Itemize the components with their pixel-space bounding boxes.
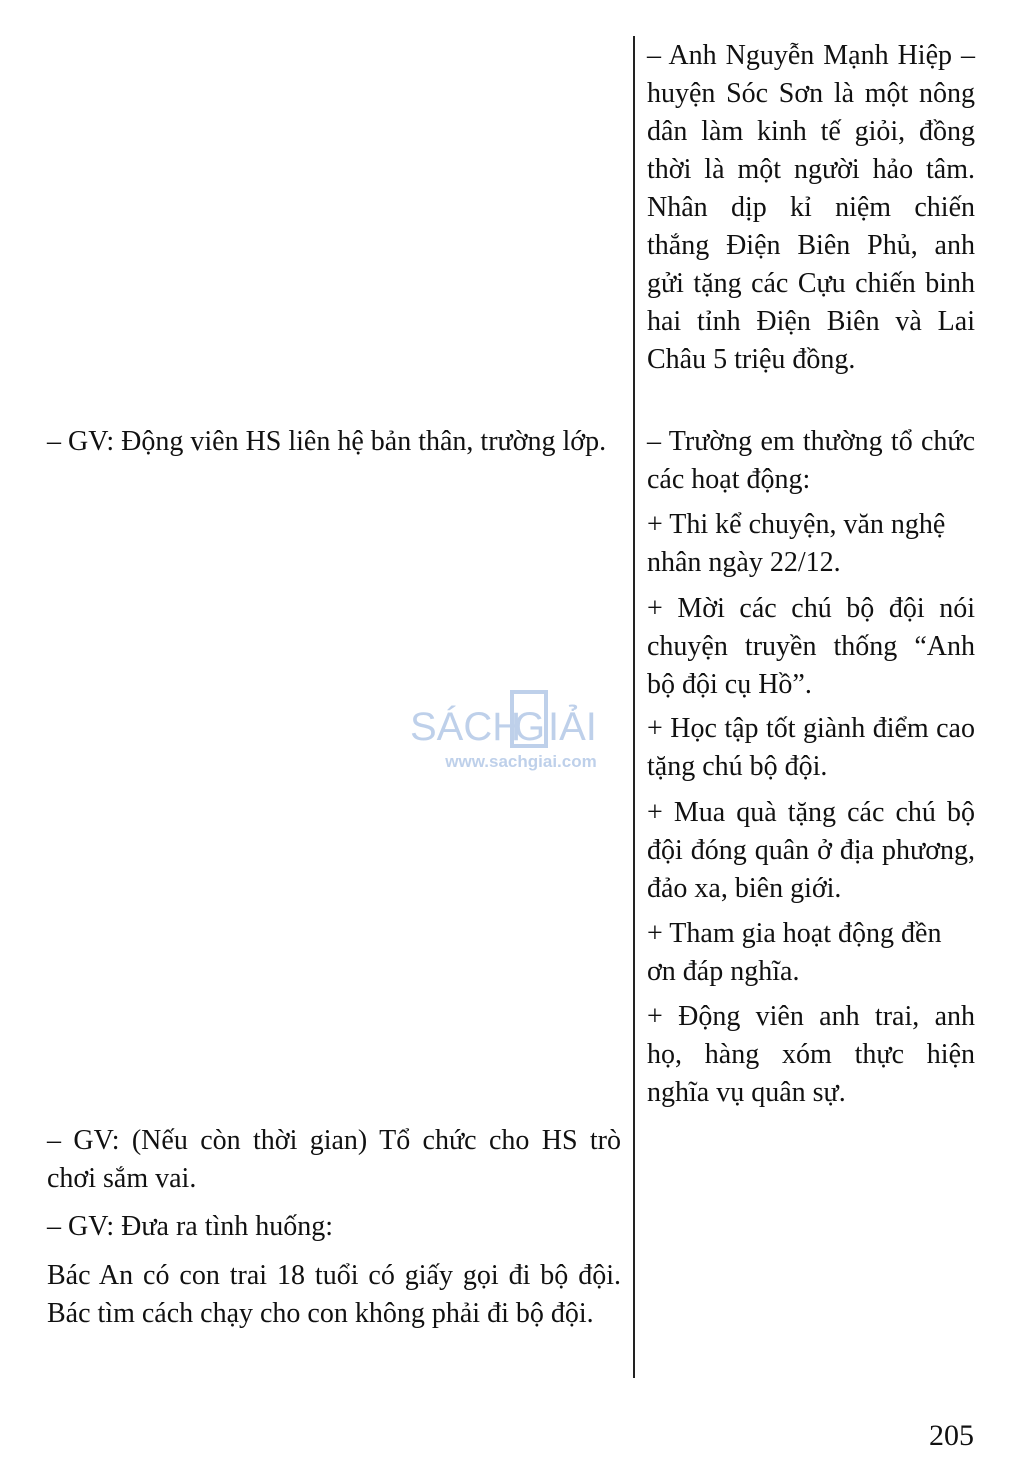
right-paragraph-1: – Anh Nguyễn Mạnh Hiệp – huyện Sóc Sơn là một nông dân làm kinh tế giỏi, đồng thời là một người hảo tâm. Nhân dịp kỉ niệm chiến thắng Điện Biên Phủ, anh gửi tặng các Cựu chiến binh hai tỉnh Điện Biên và Lai Châu 5 triệu đồng.: [647, 40, 975, 375]
right-paragraph-4: + Mời các chú bộ đội nói chuyện truyền thống “Anh bộ đội cụ Hồ”.: [647, 593, 975, 700]
watermark-brand-left: SÁCH: [410, 705, 522, 748]
left-paragraph-2: – GV: (Nếu còn thời gian) Tổ chức cho HS trò chơi sắm vai.: [47, 1125, 621, 1194]
right-paragraph-5: + Học tập tốt giành điểm cao tặng chú bộ đội.: [647, 713, 975, 782]
watermark-brand-mid: G: [514, 705, 546, 748]
right-paragraph-2: – Trường em thường tổ chức các hoạt động:: [647, 426, 975, 495]
page-number: 205: [929, 1419, 974, 1452]
right-paragraph-8: + Động viên anh trai, anh họ, hàng xóm thực hiện nghĩa vụ quân sự.: [647, 1001, 975, 1108]
column-divider: [633, 36, 635, 1378]
watermark: [408, 688, 618, 788]
watermark-brand-right: IẢI: [548, 705, 597, 748]
left-paragraph-3: – GV: Đưa ra tình huống:: [47, 1211, 334, 1242]
watermark-logo: [408, 688, 618, 748]
left-paragraph-1: – GV: Động viên HS liên hệ bản thân, trường lớp.: [47, 426, 607, 457]
right-paragraph-7: + Tham gia hoạt động đền ơn đáp nghĩa.: [647, 918, 942, 987]
right-paragraph-6: + Mua quà tặng các chú bộ đội đóng quân ở địa phương, đảo xa, biên giới.: [647, 797, 975, 904]
left-paragraph-4: Bác An có con trai 18 tuổi có giấy gọi đi bộ đội. Bác tìm cách chạy cho con không phải đi bộ đội.: [47, 1260, 621, 1329]
right-paragraph-3: + Thi kể chuyện, văn nghệ nhân ngày 22/12.: [647, 509, 946, 578]
watermark-url: www.sachgiai.com: [445, 752, 597, 771]
